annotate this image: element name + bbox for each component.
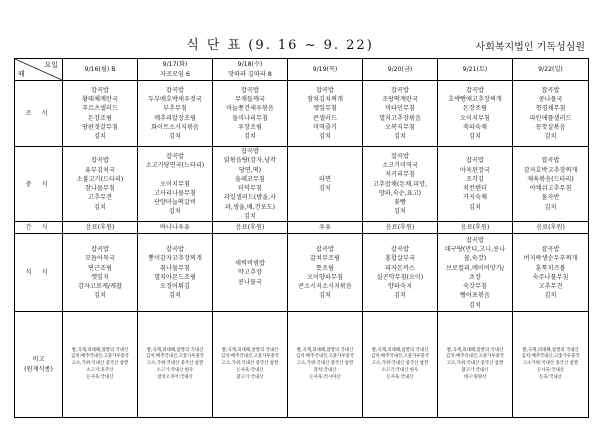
cell-line: 빵어포볶음 — [460, 292, 490, 300]
day-header — [513, 59, 589, 81]
cell-line: 감자호박고추장찌개 — [523, 166, 578, 174]
cell-line: 9/17(화) — [162, 61, 188, 69]
cell-line: 버지락생순두부찌개 — [523, 255, 578, 263]
cell-line: 참치김치찌개 — [307, 95, 343, 103]
cell-line: 김치:배추국내산,고춧가루중국 — [295, 354, 354, 360]
note-row — [15, 312, 589, 418]
cell-line: 고추무견 — [538, 283, 563, 291]
cell-line: 당면,떡) — [238, 166, 262, 174]
menu-cell — [363, 81, 438, 147]
cell-line: 9/21(토) — [462, 65, 488, 73]
cell-line: 깻잎무침 — [313, 105, 337, 113]
weekday-label: 요일 — [44, 61, 58, 69]
cell-line: 김치 — [544, 133, 557, 141]
cell-line: 오이지무침 — [160, 180, 190, 188]
cell-line: 닭고기:국내산 — [461, 368, 489, 374]
cell-line: 소고기당면국(느타리) — [145, 161, 205, 169]
cell-line: 고소가위:국내산 중국산 참깔 — [522, 361, 579, 367]
cell-line: 가지숙채 — [463, 194, 487, 202]
cell-line: 쌀,곡계,피대패,참깔의 국내산 — [446, 347, 504, 353]
cell-line: 아욱된장국 — [460, 166, 490, 174]
cell-line: 더덕무침 — [238, 185, 262, 193]
cell-line: 고사리나물무침 — [154, 189, 196, 197]
cell-line: 잡곡밥 — [91, 245, 109, 253]
cell-line: 잡곡밥 — [541, 157, 560, 165]
cell-line: 잡곡밥 — [391, 152, 409, 160]
cell-line: 9/19(목) — [312, 65, 338, 73]
cell-line: 양파,숙순,표고) — [378, 189, 422, 197]
menu-cell — [513, 147, 589, 222]
header-row — [15, 59, 589, 81]
menu-cell — [363, 147, 438, 222]
origin-note-cell — [513, 312, 589, 418]
cell-line: 돈사육:국내산 — [537, 368, 564, 374]
cell-line: 실곤약무침(오이) — [376, 273, 424, 281]
cell-line: 비타민무침 — [385, 105, 415, 113]
cell-line: 콘샐러드 — [313, 114, 337, 122]
cell-line: 돈사육:러시아산 — [309, 374, 341, 380]
cell-line: 잡곡밥 — [166, 152, 184, 160]
cell-line: 멸치고추장볶음 — [379, 114, 421, 122]
cell-line — [288, 166, 362, 175]
cell-line: 마늘쫑건새우볶음 — [226, 105, 274, 113]
cell-line: 고소,가위:국내산 중국산 참깔 — [446, 361, 504, 367]
cell-line: 돈장조림 — [88, 114, 112, 122]
row-label: 조 식 — [15, 81, 63, 147]
cell-line: 콩나물국 — [538, 95, 563, 103]
cell-line — [288, 193, 362, 202]
cell-line: 꽁깟살볶음 — [535, 123, 566, 131]
cell-line: 쌀,곡계,피대패,참깔의 국내산 — [221, 347, 279, 353]
cell-line: 쌀,곡계,피대패,참깔의 국내산 — [146, 347, 204, 353]
day-header — [138, 59, 213, 81]
menu-cell — [438, 81, 513, 147]
row-label: 간 식 — [15, 222, 63, 234]
cell-line: 고소,가위:국내산 중국산 참깔 — [221, 361, 279, 367]
cell-line: 비고 — [32, 356, 45, 364]
cell-line: 톳조림 — [316, 264, 334, 272]
cell-line: 김치 — [394, 133, 406, 141]
cell-line: 김치 — [244, 133, 256, 141]
cell-line: 돈사육:국내산 — [236, 368, 264, 374]
cell-line: 김치:배추국내산,고춧가루중국 — [70, 354, 129, 360]
cell-line: 땅판겻갈무침 — [82, 123, 118, 131]
menu-cell — [63, 81, 138, 147]
cell-line: 피자돈까스 — [385, 264, 415, 272]
cell-line: 고소,가위:국내산 중국산 참깔 — [146, 361, 204, 367]
cell-line: 음료(후원) — [235, 224, 265, 232]
menu-cell — [138, 81, 213, 147]
cell-line: 잡곡밥 — [541, 86, 560, 94]
cell-line: 쌀,곡계,피대패,참깔의 국내산 — [71, 347, 129, 353]
cell-line: 김치 — [394, 292, 406, 300]
cell-line: 잡곡밥 — [166, 86, 184, 94]
cell-line: 멸치아몬드조림 — [154, 273, 196, 281]
cell-line: 초장 — [469, 273, 481, 281]
cell-line: 돈육:국내산 — [539, 374, 562, 380]
cell-line — [213, 250, 287, 259]
cell-line: 대구:원양산 — [463, 374, 487, 380]
cell-line: 치킨텐더 — [463, 185, 487, 193]
menu-cell — [63, 234, 138, 312]
cell-line: 깻잎지 — [91, 273, 109, 281]
cell-line: 쌀,곡계,피대패,참깔의 국내산 — [522, 347, 579, 353]
cell-line — [138, 170, 212, 179]
cell-line: 브로컬리,메이비맛가/ — [446, 264, 504, 272]
cell-line: 잡곡밥 — [316, 86, 334, 94]
cell-line: 김치 — [544, 203, 557, 211]
cell-line: 돈사육:국내산 — [386, 374, 414, 380]
menu-cell — [513, 81, 589, 147]
cell-line: 콩나물국 — [238, 278, 262, 286]
day-header — [363, 59, 438, 81]
cell-line: 새럭비빔밥 — [235, 259, 265, 267]
cell-line: 참치오징어:국내산 — [157, 374, 193, 380]
cell-line: 잡곡밥 — [541, 245, 560, 253]
menu-cell — [138, 234, 213, 312]
menu-cell — [288, 234, 363, 312]
cell-line: 모듬어묵국 — [85, 255, 115, 263]
menu-table — [14, 58, 589, 418]
cell-line: 김치:배추국내산,고춧가루중국 — [521, 354, 580, 360]
origin-note-cell — [438, 312, 513, 418]
cell-line: 닭고기:국내산 — [236, 374, 264, 380]
cell-line: 김치 — [94, 203, 106, 211]
cell-line: 김치:배추국내산,고춧가루중국 — [145, 354, 204, 360]
cell-line: 쑥파숙채 — [463, 123, 487, 131]
cell-line — [213, 287, 287, 296]
row-label: 석 식 — [15, 234, 63, 312]
cell-line: 양파숙지 — [388, 283, 412, 291]
cell-line: 김치 — [169, 208, 181, 216]
cell-line: 꽃빵 — [394, 199, 406, 207]
menu-cell — [138, 222, 213, 234]
cell-line: 제육볶음(드타리) — [527, 175, 574, 183]
cell-line: 숙갓무침 — [463, 283, 487, 291]
day-header — [288, 59, 363, 81]
cell-line: 고추잡채(돈채,피망, — [372, 180, 428, 188]
cell-line: 우유 — [319, 224, 331, 232]
row-label: 중 식 — [15, 147, 63, 222]
cell-line: 호박빵애고추장찌개 — [448, 95, 502, 103]
note-label — [15, 312, 63, 418]
cell-line: 9/16(월) B — [84, 65, 116, 73]
cell-line: 파인애플샐러드 — [529, 114, 572, 122]
day-header — [63, 59, 138, 81]
cell-line: 김치 — [469, 301, 481, 309]
menu-cell — [513, 234, 589, 312]
cell-line: 소고기미역국 — [382, 161, 418, 169]
cell-line: 두부애호박새우젓국 — [148, 95, 202, 103]
menu-cell — [363, 234, 438, 312]
cell-line: 김치:배추국내산,고춧가루중국 — [370, 354, 429, 360]
cell-line: 김치:배추국내산,고춧가루중국 — [220, 354, 279, 360]
cell-line: 고소,가위:국내산 중국산 참깔 — [371, 361, 429, 367]
cell-line: 훈툭치즈볼 — [535, 264, 566, 272]
cell-line: 소고기:국내산 한우 — [381, 368, 419, 374]
cell-line: 고소,가위:국내산 중국산 참깔 — [296, 361, 354, 367]
cell-line: 바나나우유 — [160, 224, 190, 232]
cell-line: 과,생율,배,건포도) — [224, 203, 276, 211]
cell-line: 잡곡밥 — [241, 86, 259, 94]
organization-name: 사회복지법인 기독성심원 — [475, 42, 585, 53]
cell-line: 저키리무침 — [385, 171, 415, 179]
cell-line: 고소,가위:국내산 중국산 참깔 — [71, 361, 129, 367]
cell-line: 물,숙갓) — [463, 255, 487, 263]
cell-line: 음료(후원) — [385, 224, 415, 232]
cell-line: 잡곡밥 — [466, 236, 484, 244]
cell-line: 오이지무침 — [460, 114, 490, 122]
snack-row — [15, 222, 589, 234]
origin-note-cell — [363, 312, 438, 418]
origin-note-cell — [138, 312, 213, 418]
cell-line: 황태체계란국 — [82, 95, 118, 103]
menu-cell — [288, 81, 363, 147]
cell-line: 김치 — [319, 133, 331, 141]
cell-line: 메추리알장조림 — [154, 114, 196, 122]
menu-cell — [438, 234, 513, 312]
cell-line: 조랑떡계란국 — [382, 95, 418, 103]
cell-line: 잡곡밥 — [91, 157, 109, 165]
cell-line: 부추무침 — [163, 105, 187, 113]
menu-cell — [438, 222, 513, 234]
cell-line: 약고추장 — [238, 269, 262, 277]
lunch-row — [15, 147, 589, 222]
cell-line: 잡곡밥 — [466, 86, 484, 94]
menu-cell — [438, 147, 513, 222]
cell-line: 미역줄기 — [313, 123, 337, 131]
menu-cell — [63, 222, 138, 234]
cell-line: 유부김치국 — [85, 166, 115, 174]
cell-line: 오징어튀김 — [160, 283, 190, 291]
cell-line: 돌미나리무침 — [232, 114, 268, 122]
cell-line: 청경채무침 — [535, 105, 566, 113]
menu-cell — [213, 222, 288, 234]
cell-line: 소고기:국내산 한우 — [156, 368, 194, 374]
cell-line: 야채쉬고추무침 — [529, 185, 572, 193]
cell-line: 잡곡밥 — [316, 245, 334, 253]
cell-line: 음료(후원) — [85, 224, 115, 232]
cell-line: 쌀,곡계,피대패,참깔의 국내산 — [371, 347, 429, 353]
cell-line: 올레코무침 — [235, 175, 265, 183]
cell-line: 참나물무침 — [85, 185, 115, 193]
cell-line: 쌀,곡계,피대패,참깔의 국내산 — [296, 347, 354, 353]
cell-line: 라면 — [319, 175, 331, 183]
cell-line: 잡곡밥 — [241, 148, 259, 155]
breakfast-row — [15, 81, 589, 147]
cell-line: 9/22(일) — [538, 65, 563, 73]
cell-line: 잡곡밥 — [391, 86, 409, 94]
cell-line: 김치 — [94, 133, 106, 141]
cell-line: 김치 — [169, 292, 181, 300]
cell-line: 9/20(금) — [387, 65, 413, 73]
cell-line: 우장조림 — [238, 123, 262, 131]
cell-line: 김치 — [469, 203, 481, 211]
cell-line: 잡곡밥 — [466, 157, 484, 165]
cell-line: 단양마늘떡갈비 — [154, 199, 196, 207]
cell-line: 소고기:호주산 — [86, 368, 114, 374]
menu-cell — [63, 147, 138, 222]
cell-line: 푸르츠샐러드 — [82, 105, 118, 113]
cell-line: 오복지무침 — [385, 123, 415, 131]
cell-line: 김치 — [319, 292, 331, 300]
cell-line: 무채들깨국 — [235, 95, 265, 103]
cell-line: 과일샐러드(방울,사 — [223, 194, 277, 202]
cell-line: (원재식종) — [24, 365, 53, 373]
cell-line: 취나물무침 — [160, 264, 190, 272]
day-header — [213, 59, 288, 81]
cell-line: 갈치무조림 — [310, 255, 340, 263]
cell-line: 김치:배추국내산,고춧가루중국 — [445, 354, 504, 360]
cell-line: 갈치:국내산 — [313, 368, 337, 374]
cell-line: 연근조림 — [88, 264, 112, 272]
cell-line: 돈사육:국내산 — [86, 374, 114, 380]
cell-line: 김치 — [544, 292, 557, 300]
cell-line: 자조모임 6 — [160, 70, 190, 78]
menu-cell — [288, 147, 363, 222]
cell-line: 김치 — [394, 208, 406, 216]
cell-line: 고추무견 — [88, 194, 112, 202]
cell-line: 돈장조림 — [463, 105, 487, 113]
menu-cell — [213, 147, 288, 222]
cell-line: 김치 — [94, 292, 106, 300]
cell-line: 대구탕(만디,고니,콩나 — [444, 245, 506, 253]
cell-line: 오이양파무침 — [307, 273, 343, 281]
menu-cell — [213, 234, 288, 312]
menu-cell — [513, 222, 589, 234]
cell-line: 김치 — [469, 133, 481, 141]
day-header — [438, 59, 513, 81]
cell-line: 잡곡밥 — [91, 86, 109, 94]
mealtime-label: 때 — [18, 69, 25, 78]
menu-cell — [138, 147, 213, 222]
menu-cell — [363, 222, 438, 234]
cell-line: 음료(후원) — [460, 224, 490, 232]
cell-line: 음료(후원) — [536, 224, 565, 232]
origin-note-cell — [213, 312, 288, 418]
cell-line: 김치 — [319, 185, 331, 193]
cell-line: 화이트소시지볶음 — [151, 123, 199, 131]
cell-line: 콘소시지소시지볶음 — [298, 283, 352, 291]
origin-note-cell — [63, 312, 138, 418]
cell-line: 9/18(수) — [237, 61, 263, 69]
cell-line: 잡곡밥 — [166, 245, 184, 253]
menu-cell — [288, 222, 363, 234]
cell-line: 김치 — [169, 133, 181, 141]
corner-cell — [15, 59, 63, 81]
cell-line: 감자고로케/케찹 — [78, 283, 122, 291]
cell-line: 김치 — [244, 213, 256, 221]
cell-line: 뽕이감자고추장찌개 — [148, 255, 202, 263]
page-title: 식 단 표 (9. 16 ~ 9. 22) — [186, 38, 374, 53]
cell-line: 닭볶음탕(감자,남작 — [223, 157, 277, 165]
menu-cell — [213, 81, 288, 147]
dinner-row — [15, 234, 589, 312]
cell-line: 조각김 — [466, 175, 484, 183]
cell-line: 잡곡밥 — [391, 245, 409, 253]
cell-line: 숙주나물무침 — [532, 273, 569, 281]
origin-note-cell — [288, 312, 363, 418]
cell-line: 소불고기(드타리) — [76, 175, 124, 183]
cell-line: 홍합살부국 — [385, 255, 415, 263]
cell-line: 맛따라 길따라 8 — [228, 70, 272, 78]
cell-line: 돌자반 — [541, 194, 560, 202]
